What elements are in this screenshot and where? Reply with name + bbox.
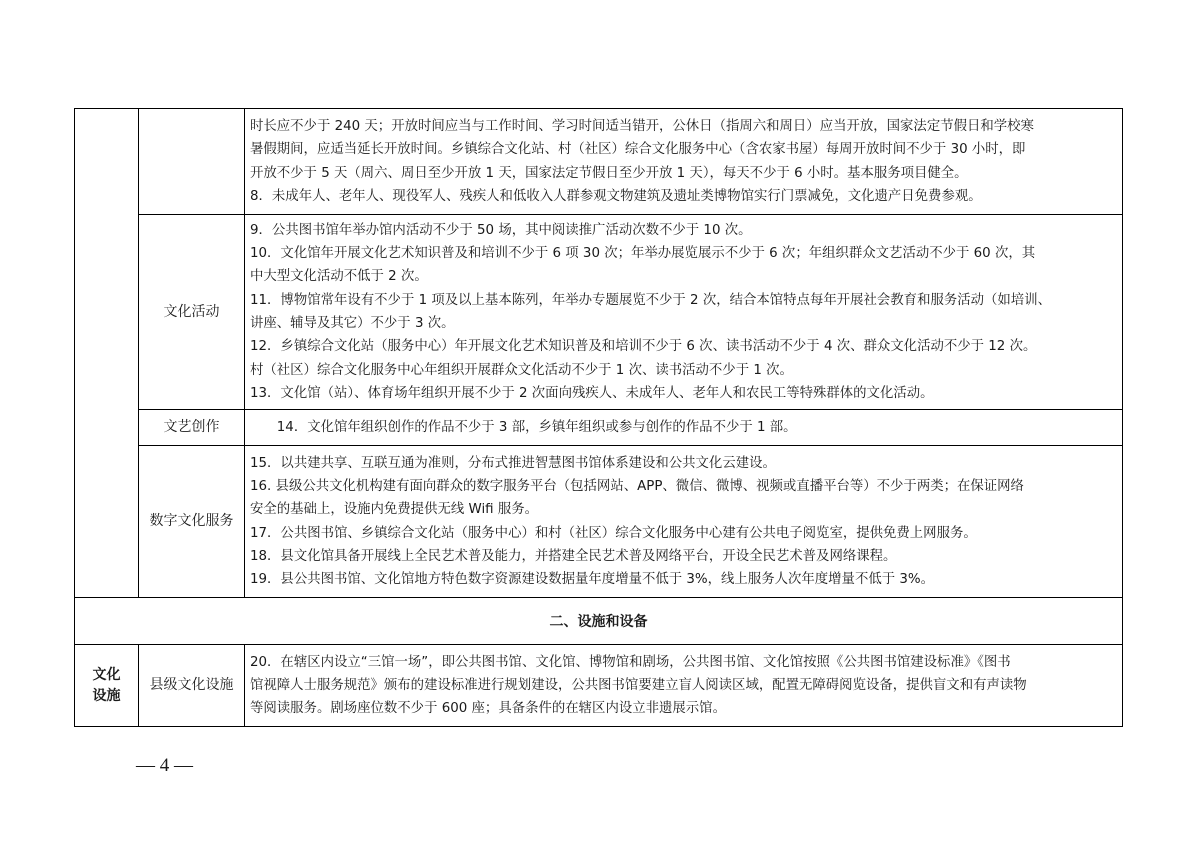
page-number: — 4 — bbox=[136, 755, 193, 776]
section-heading: 二、设施和设备 bbox=[75, 598, 1123, 645]
content-line: 18．县文化馆具备开展线上全民艺术普及能力，并搭建全民艺术普及网络平台，开设全民艺术普及网络课程。 bbox=[250, 548, 897, 564]
table-row bbox=[75, 215, 1123, 410]
subcategory-cell: 文化活动 bbox=[139, 215, 245, 410]
content-line: 安全的基础上，设施内免费提供无线 Wifi 服务。 bbox=[250, 502, 539, 518]
category-cell bbox=[75, 645, 139, 727]
table-row bbox=[75, 446, 1123, 598]
section-header-row bbox=[75, 598, 1123, 645]
category-label: 文化设施 bbox=[92, 666, 121, 704]
content-line: 8．未成年人、老年人、现役军人、残疾人和低收入人群参观文物建筑及遗址类博物馆实行门票减免，文化遗产日免费参观。 bbox=[250, 188, 982, 204]
content-line: 16. 县级公共文化机构建有面向群众的数字服务平台（包括网站、APP、微信、微博、视频或直播平台等）不少于两类；在保证网络 bbox=[250, 478, 1024, 494]
content-line: 馆视障人士服务规范》颁布的建设标准进行规划建设，公共图书馆要建立盲人阅读区域，配置无障碍阅览设备，提供盲文和有声读物 bbox=[250, 677, 1027, 693]
content-line: 9．公共图书馆年举办馆内活动不少于 50 场，其中阅读推广活动次数不少于 10 次。 bbox=[250, 222, 752, 238]
table-row bbox=[75, 410, 1123, 446]
content-line: 12．乡镇综合文化站（服务中心）年开展文化艺术知识普及和培训不少于 6 次、读书活动不少于 4 次、群众文化活动不少于 12 次。 bbox=[250, 339, 1037, 355]
subcategory-cell: 县级文化设施 bbox=[139, 645, 245, 727]
content-cell bbox=[245, 446, 1123, 598]
content-cell bbox=[245, 645, 1123, 727]
content-cell bbox=[245, 109, 1123, 215]
content-cell bbox=[245, 410, 1123, 446]
content-line: 等阅读服务。剧场座位数不少于 600 座；具备条件的在辖区内设立非遗展示馆。 bbox=[250, 701, 726, 717]
category-cell bbox=[75, 109, 139, 598]
standards-table bbox=[74, 108, 1123, 727]
subcategory-cell: 文艺创作 bbox=[139, 410, 245, 446]
subcategory-cell: 数字文化服务 bbox=[139, 446, 245, 598]
content-line: 13．文化馆（站）、体育场年组织开展不少于 2 次面向残疾人、未成年人、老年人和农民工等特殊群体的文化活动。 bbox=[250, 385, 934, 401]
content-line: 14．文化馆年组织创作的作品不少于 3 部，乡镇年组织或参与创作的作品不少于 1 部。 bbox=[250, 419, 797, 435]
content-line: 17．公共图书馆、乡镇综合文化站（服务中心）和村（社区）综合文化服务中心建有公共电子阅览室，提供免费上网服务。 bbox=[250, 525, 977, 541]
content-line: 暑假期间，应适当延长开放时间。乡镇综合文化站、村（社区）综合文化服务中心（含农家书屋）每周开放时间不少于 30 小时，即 bbox=[250, 142, 1026, 158]
table-row bbox=[75, 645, 1123, 727]
subcategory-cell bbox=[139, 109, 245, 215]
table-row bbox=[75, 109, 1123, 215]
content-line: 时长应不少于 240 天；开放时间应当与工作时间、学习时间适当错开，公休日（指周六和周日）应当开放，国家法定节假日和学校寒 bbox=[250, 118, 1034, 134]
content-cell bbox=[245, 215, 1123, 410]
content-line: 10．文化馆年开展文化艺术知识普及和培训不少于 6 项 30 次；年举办展览展示不少于 6 次；年组织群众文艺活动不少于 60 次，其 bbox=[250, 246, 1036, 262]
content-line: 村（社区）综合文化服务中心年组织开展群众文化活动不少于 1 次、读书活动不少于 1 次。 bbox=[250, 362, 793, 378]
content-line: 开放不少于 5 天（周六、周日至少开放 1 天，国家法定节假日至少开放 1 天），每天不少于 6 小时。基本服务项目健全。 bbox=[250, 165, 968, 181]
content-line: 讲座、辅导及其它）不少于 3 次。 bbox=[250, 316, 455, 331]
content-line: 20．在辖区内设立“三馆一场”，即公共图书馆、文化馆、博物馆和剧场，公共图书馆、文化馆按照《公共图书馆建设标准》《图书 bbox=[250, 654, 1011, 670]
content-line: 11．博物馆常年设有不少于 1 项及以上基本陈列，年举办专题展览不少于 2 次，结合本馆特点每年开展社会教育和服务活动（如培训、 bbox=[250, 292, 1051, 308]
content-line: 19．县公共图书馆、文化馆地方特色数字资源建设数据量年度增量不低于 3%，线上服务人次年度增量不低于 3%。 bbox=[250, 572, 935, 588]
content-line: 中大型文化活动不低于 2 次。 bbox=[250, 269, 428, 285]
content-line: 15．以共建共享、互联互通为准则，分布式推进智慧图书馆体系建设和公共文化云建设。 bbox=[250, 455, 776, 471]
